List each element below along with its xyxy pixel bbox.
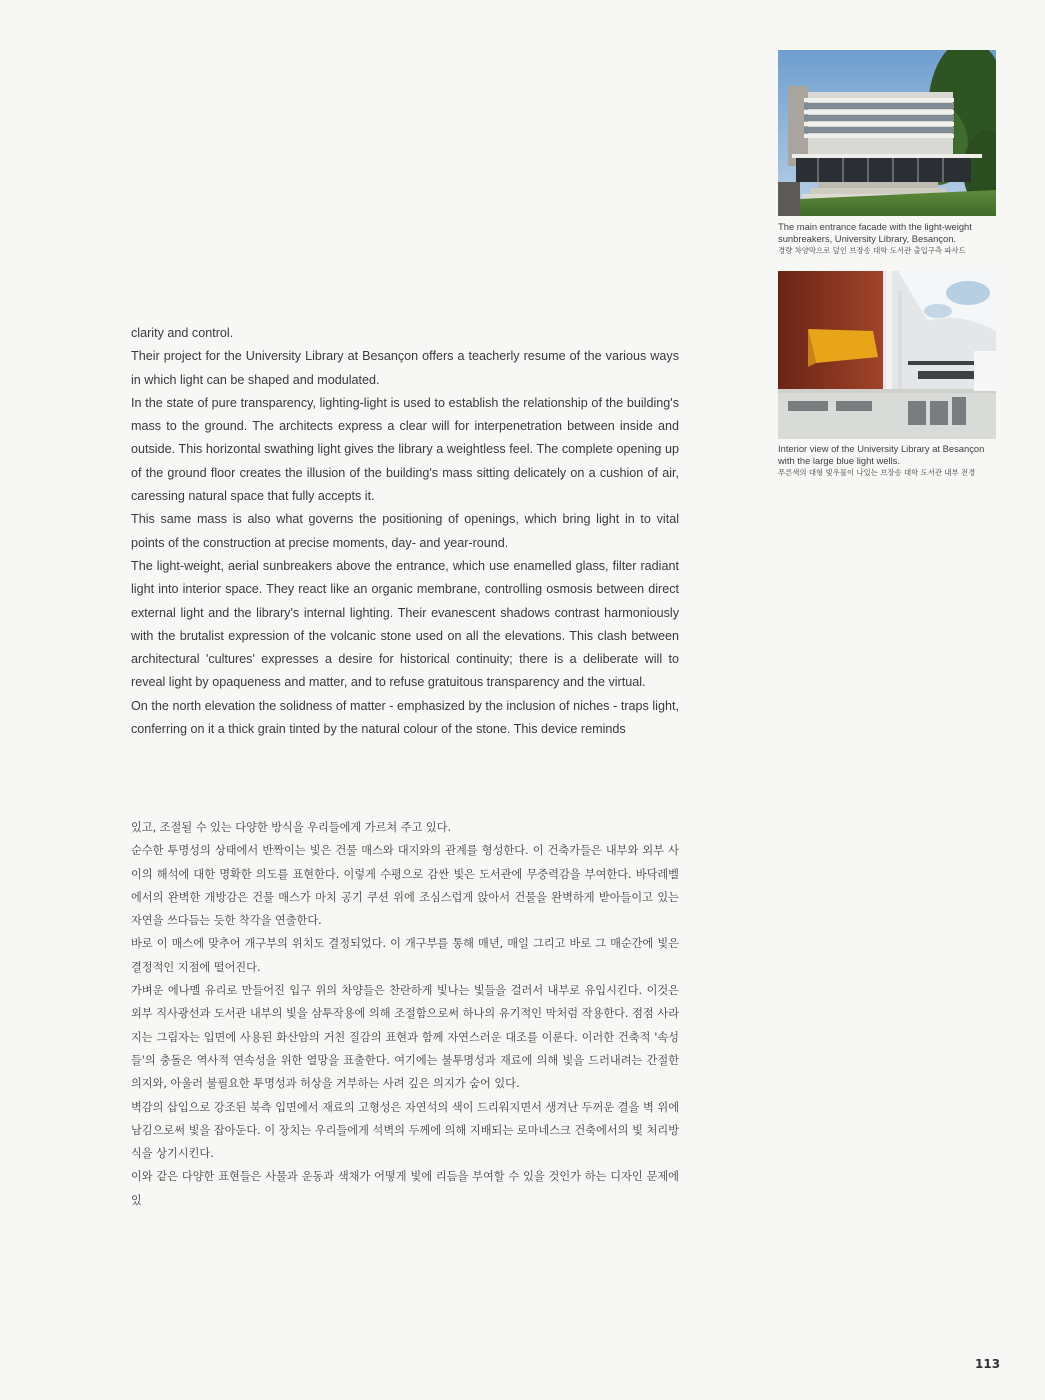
caption-korean: 푸른색의 대형 빛우물이 나있는 브장송 대학 도서관 내부 전경 xyxy=(778,468,976,477)
figure-caption-2 xyxy=(778,443,1003,479)
korean-paragraph: 가벼운 에나멜 유리로 만들어진 입구 위의 차양들은 찬란하게 빛나는 빛들을 걸러서 내부로 유입시킨다. 이것은 외부 직사광선과 도서관 내부의 빛을 삼투작용에 의해 조절함으로써 하나의 유기적인 막처럼 작용한다. 점점 사라지는 그림자는 입면에 사용된 화산암의 거친 질감의 표현과 함께 자연스러운 대조를 이룬다. 이러한 건축적 '속성들'의 충돌은 역사적 연속성을 위한 열망을 표출한다. 여기에는 불투명성과 재료에 의해 빛을 드러내려는 간절한 의지와, 아울러 불필요한 투명성과 허상을 거부하는 사려 깊은 의지가 숨어 있다. xyxy=(131,984,679,1091)
english-paragraph: Their project for the University Library at Besançon offers a teacherly resume of the various ways in which light can be shaped and modulated. xyxy=(131,349,679,387)
korean-paragraph: 바로 이 매스에 맞추어 개구부의 위치도 결정되었다. 이 개구부를 통해 매년, 매일 그리고 바로 그 매순간에 빛은 결정적인 지점에 떨어진다. xyxy=(131,937,679,974)
caption-korean: 경량 차양막으로 덮인 브장송 대학 도서관 출입구측 파사드 xyxy=(778,246,966,255)
interior-photo-illustration xyxy=(778,271,996,439)
english-body-text xyxy=(131,322,679,741)
korean-paragraph: 이와 같은 다양한 표현들은 사물과 운동과 색채가 어떻게 빛에 리듬을 부여할 수 있을 것인가 하는 디자인 문제에 있 xyxy=(131,1170,679,1207)
caption-english: Interior view of the University Library at Besançon with the large blue light wells. xyxy=(778,443,985,466)
caption-english: The main entrance facade with the light-weight sunbreakers, University Library, Besançon. xyxy=(778,221,972,244)
english-paragraph: On the north elevation the solidness of matter - emphasized by the inclusion of niches - traps light, conferring on it a thick grain tinted by the natural colour of the stone. This device reminds xyxy=(131,698,679,737)
korean-paragraph: 순수한 투명성의 상태에서 반짝이는 빛은 건물 매스와 대지와의 관계를 형성한다. 이 건축가들은 내부와 외부 사이의 해석에 대한 명확한 의도를 표현한다. 이렇게 수평으로 감싼 빛은 도서관에 무중력감을 부여한다. 바닥레벨에서의 완벽한 개방감은 건물 매스가 마치 공기 쿠션 위에 조심스럽게 앉아서 건물을 완벽하게 받아들이고 있는 자연을 쓰다듬는 듯한 착각을 연출한다. xyxy=(131,844,679,928)
figure-caption-1 xyxy=(778,221,1003,257)
interior-photo xyxy=(778,271,996,439)
page-number: 113 xyxy=(975,1357,1001,1371)
exterior-photo-illustration xyxy=(778,50,996,216)
korean-paragraph: 벽감의 삽입으로 강조된 북측 입면에서 재료의 고형성은 자연석의 색이 드리워지면서 생겨난 두꺼운 결을 벽 위에 남김으로써 빛을 잡아둔다. 이 장치는 우리들에게 석벽의 두께에 의해 지배되는 로마네스크 건축에서의 빛 처리방식을 상기시킨다. xyxy=(131,1100,679,1161)
english-paragraph: clarity and control. xyxy=(131,326,234,340)
exterior-photo xyxy=(778,50,996,216)
korean-body-text xyxy=(131,816,679,1212)
korean-paragraph: 있고, 조절될 수 있는 다양한 방식을 우리들에게 가르쳐 주고 있다. xyxy=(131,821,452,834)
english-paragraph: This same mass is also what governs the positioning of openings, which bring light in to vital points of the construction at precise moments, day- and year-round. xyxy=(131,512,679,550)
english-paragraph: The light-weight, aerial sunbreakers above the entrance, which use enamelled glass, filter radiant light into interior space. They react like an organic membrane, controlling osmosis between direct external light and the library's internal lighting. Their evanescent shadows contrast harmoniously with the brutalist expression of the volcanic stone used on all the elevations. This clash between architectural 'cultures' expresses a desire for historical continuity; there is a deliberate will to reveal light by opaqueness and matter, and to refuse gratuitous transparency and the virtual. xyxy=(131,558,679,690)
english-paragraph: In the state of pure transparency, lighting-light is used to establish the relationship of the building's mass to the ground. The architects express a clear will for interpenetration between inside and outside. This horizontal swathing light gives the library a weightless feel. The complete opening up of the ground floor creates the illusion of the building's mass sitting delicately on a cushion of air, caressing natural space that fully accepts it. xyxy=(131,395,679,504)
